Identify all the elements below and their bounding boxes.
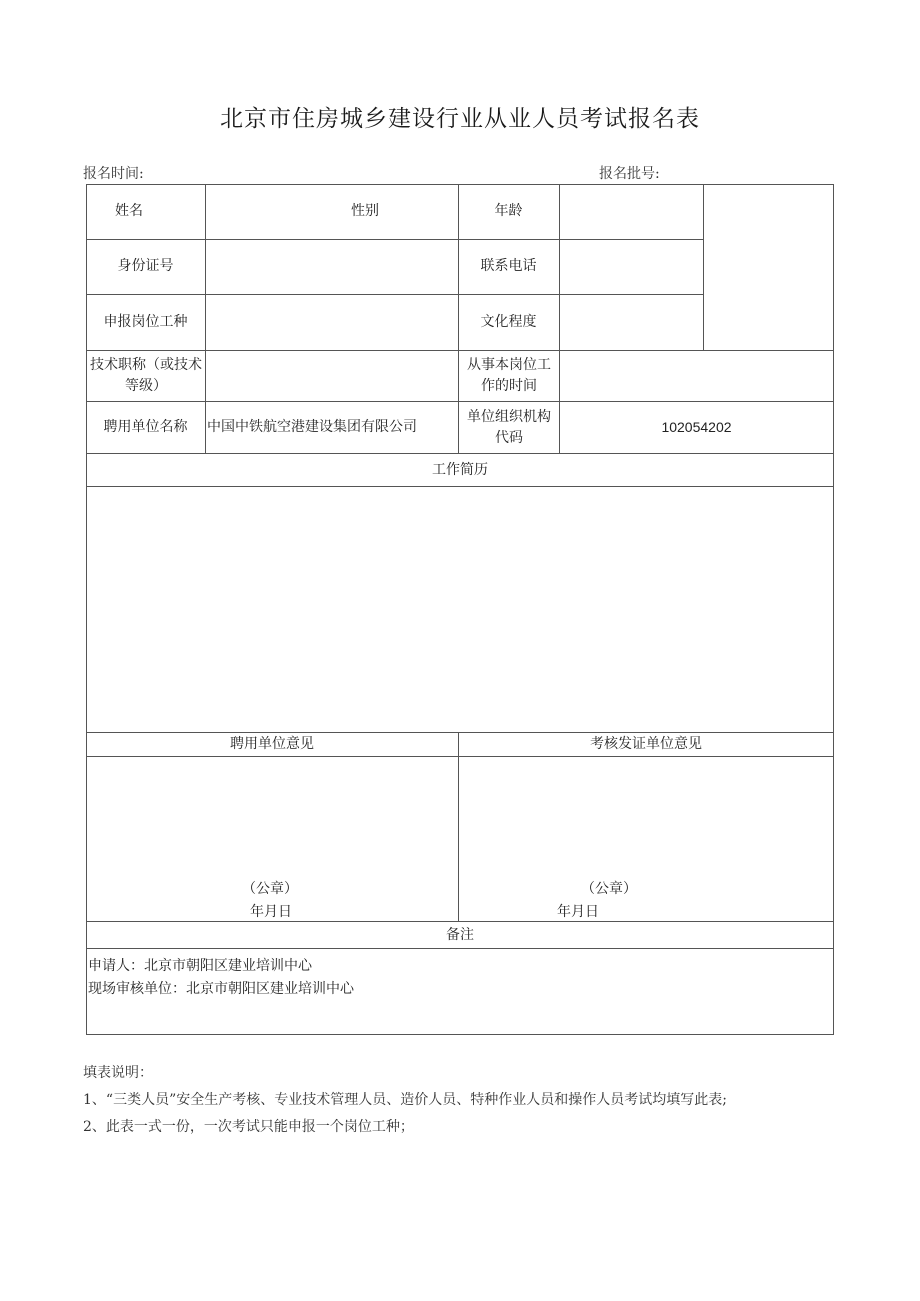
phone-label: 联系电话 (480, 258, 537, 274)
position-field[interactable] (206, 295, 458, 350)
work-history-heading: 工作简历 (432, 461, 488, 478)
batch-number-label: 报名批号: (599, 166, 660, 182)
instruction-item-2: 2、此表一式一份，一次考试只能申报一个岗位工种； (83, 1119, 414, 1135)
employer-opinion-heading: 聘用单位意见 (230, 736, 314, 752)
employer-label: 聘用单位名称 (103, 419, 188, 435)
education-label: 文化程度 (480, 313, 537, 330)
phone-field[interactable] (560, 240, 703, 294)
photo-box (704, 185, 833, 350)
age-field[interactable] (560, 185, 703, 239)
cert-opinion-heading: 考核发证单位意见 (590, 736, 702, 752)
reviewer-line: 现场审核单位：北京市朝阳区建业培训中心 (88, 980, 354, 997)
years-in-position-field[interactable] (560, 351, 833, 401)
tech-title-label: 技术职称（或技术等级） (90, 357, 202, 394)
instruction-item-1: 1、“三类人员”安全生产考核、专业技术管理人员、造价人员、特种作业人员和操作人员考试均填写此表; (83, 1092, 727, 1108)
org-code-label: 单位组织机构代码 (467, 408, 551, 446)
years-in-position-label: 从事本岗位工作的时间 (467, 357, 551, 394)
applicant-line: 申请人：北京市朝阳区建业培训中心 (88, 957, 312, 974)
employer-value: 中国中铁航空港建设集团有限公司 (207, 419, 417, 435)
work-history-field[interactable] (87, 487, 833, 732)
education-field[interactable] (560, 295, 703, 350)
org-code-value: 102054202 (661, 419, 732, 435)
registration-time-label: 报名时间: (83, 166, 144, 182)
employer-seal: （公章） (242, 880, 298, 897)
id-number-field[interactable] (206, 240, 458, 294)
id-number-label: 身份证号 (117, 258, 174, 274)
tech-title-field[interactable] (206, 351, 458, 401)
cert-date: 年月日 (557, 903, 599, 920)
age-label: 年龄 (494, 203, 523, 219)
gender-label: 性别 (351, 203, 379, 219)
employer-date: 年月日 (250, 903, 292, 920)
instructions-heading: 填表说明： (83, 1065, 153, 1081)
form-title: 北京市住房城乡建设行业从业人员考试报名表 (220, 106, 700, 132)
cert-seal: （公章） (581, 880, 637, 897)
remarks-heading: 备注 (446, 926, 474, 943)
name-label: 姓名 (115, 203, 143, 219)
position-label: 申报岗位工种 (103, 313, 188, 330)
